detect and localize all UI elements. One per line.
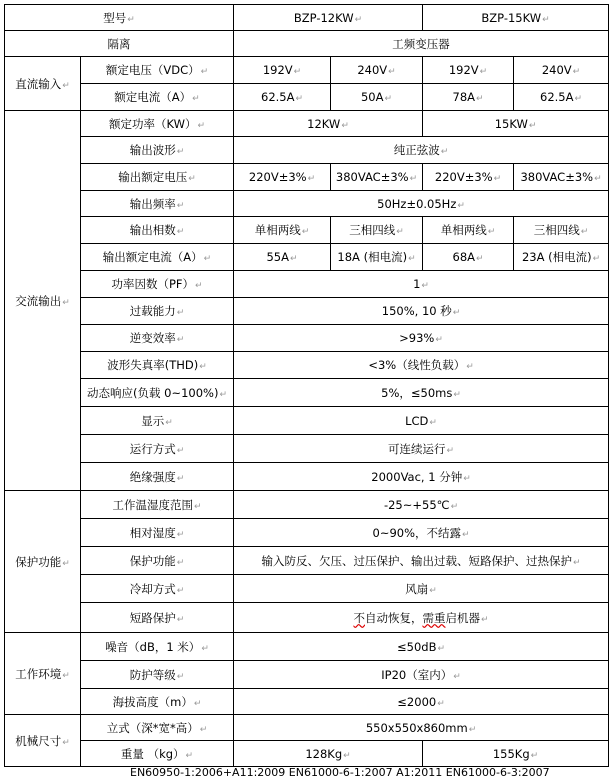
size-row — [5, 715, 609, 741]
functions-label: 保护功能↵ — [81, 547, 234, 575]
overload-row — [5, 298, 609, 325]
dc-current-3: 78A↵ — [423, 84, 514, 111]
out-current-2: 18A (相电流)↵ — [331, 244, 423, 271]
temp-range-row — [5, 491, 609, 519]
out-current-4: 23A (相电流)↵ — [514, 244, 609, 271]
frequency-row — [5, 191, 609, 217]
functions-value: 输入防反、欠压、过压保护、输出过载、短路保护、过热保护↵ — [234, 547, 609, 575]
response-value: 5%，≤50ms↵ — [234, 379, 609, 407]
cooling-row — [5, 575, 609, 603]
isolation-value: 工频变压器 — [234, 31, 609, 57]
dc-current-label: 额定电流（A）↵ — [81, 84, 234, 111]
ip-row — [5, 661, 609, 689]
dc-voltage-4: 240V↵ — [514, 57, 609, 84]
cooling-value: 风扇↵ — [234, 575, 609, 603]
out-current-1: 55A↵ — [234, 244, 331, 271]
noise-label: 噪音（dB，1 米）↵ — [81, 633, 234, 661]
temp-range-value: -25~+55℃↵ — [234, 491, 609, 519]
dc-voltage-1: 192V↵ — [234, 57, 331, 84]
functions-row — [5, 547, 609, 575]
display-value: LCD↵ — [234, 407, 609, 435]
dimensions-group: 机械尺寸↵ — [5, 715, 81, 767]
frequency-label: 输出频率↵ — [81, 191, 234, 217]
ac-output-group: 交流输出↵ — [5, 111, 81, 491]
humidity-label: 相对湿度↵ — [81, 519, 234, 547]
display-label: 显示↵ — [81, 407, 234, 435]
model-label: 型号 — [103, 10, 127, 25]
pf-row — [5, 271, 609, 298]
size-label: 立式（深*宽*高）↵ — [81, 715, 234, 741]
response-row — [5, 379, 609, 407]
ac-power-a: 12KW↵ — [234, 111, 423, 137]
ip-value: IP20（室内）↵ — [234, 661, 609, 689]
dc-voltage-row — [5, 57, 609, 84]
efficiency-value: >93%↵ — [234, 325, 609, 352]
dc-voltage-label: 额定电压（VDC）↵ — [81, 57, 234, 84]
ac-power-label: 额定功率（KW）↵ — [81, 111, 234, 137]
model-label-cell: 型号↵ — [5, 5, 234, 31]
altitude-row — [5, 689, 609, 715]
header-row — [5, 5, 609, 31]
insulation-value: 2000Vac, 1 分钟↵ — [234, 463, 609, 491]
phases-3: 单相两线↵ — [423, 217, 514, 244]
ac-power-row — [5, 111, 609, 137]
dc-current-4: 62.5A↵ — [514, 84, 609, 111]
dc-current-2: 50A↵ — [331, 84, 423, 111]
temp-range-label: 工作温湿度范围↵ — [81, 491, 234, 519]
environment-group: 工作环境↵ — [5, 633, 81, 715]
short-circuit-label: 短路保护↵ — [81, 603, 234, 633]
footer-standards-text: EN60950-1:2006+A11:2009 EN61000-6-1:2007 A1:2011 EN61000-6-3:2007 — [130, 766, 550, 779]
model-b-cell: BZP-15KW↵ — [423, 5, 609, 31]
short-circuit-value: 不自动恢复，需重启机器↵ — [234, 603, 609, 633]
waveform-value: 纯正弦波↵ — [234, 137, 609, 164]
spec-table — [4, 4, 609, 767]
model-b: BZP-15KW — [481, 10, 542, 25]
weight-row — [5, 741, 609, 767]
out-voltage-3: 220V±3%↵ — [423, 164, 514, 191]
noise-value: ≤50dB↵ — [234, 633, 609, 661]
response-label: 动态响应(负载 0~100%)↵ — [81, 379, 234, 407]
altitude-value: ≤2000↵ — [234, 689, 609, 715]
humidity-row — [5, 519, 609, 547]
model-a-cell: BZP-12KW↵ — [234, 5, 423, 31]
short-circuit-row — [5, 603, 609, 633]
weight-a: 128Kg↵ — [234, 741, 423, 767]
phases-4: 三相四线↵ — [514, 217, 609, 244]
thd-row — [5, 352, 609, 379]
size-value: 550x550x860mm↵ — [234, 715, 609, 741]
thd-label: 波形失真率(THD)↵ — [81, 352, 234, 379]
frequency-value: 50Hz±0.05Hz↵ — [234, 191, 609, 217]
phases-label: 输出相数↵ — [81, 217, 234, 244]
out-voltage-4: 380VAC±3%↵ — [514, 164, 609, 191]
efficiency-row — [5, 325, 609, 352]
weight-b: 155Kg↵ — [423, 741, 609, 767]
operation-value: 可连续运行↵ — [234, 435, 609, 463]
operation-label: 运行方式↵ — [81, 435, 234, 463]
dc-current-1: 62.5A↵ — [234, 84, 331, 111]
humidity-value: 0~90%，不结露↵ — [234, 519, 609, 547]
cooling-label: 冷却方式↵ — [81, 575, 234, 603]
isolation-row — [5, 31, 609, 57]
display-row — [5, 407, 609, 435]
out-voltage-row — [5, 164, 609, 191]
overload-value: 150%, 10 秒↵ — [234, 298, 609, 325]
phases-1: 单相两线↵ — [234, 217, 331, 244]
phases-row — [5, 217, 609, 244]
waveform-label: 输出波形↵ — [81, 137, 234, 164]
altitude-label: 海拔高度（m）↵ — [81, 689, 234, 715]
operation-row — [5, 435, 609, 463]
pf-value: 1↵ — [234, 271, 609, 298]
noise-row — [5, 633, 609, 661]
thd-value: <3%（线性负载）↵ — [234, 352, 609, 379]
ac-power-b: 15KW↵ — [423, 111, 609, 137]
overload-label: 过载能力↵ — [81, 298, 234, 325]
out-current-row — [5, 244, 609, 271]
out-current-3: 68A↵ — [423, 244, 514, 271]
protection-group: 保护功能↵ — [5, 491, 81, 633]
dc-voltage-2: 240V↵ — [331, 57, 423, 84]
out-voltage-label: 输出额定电压↵ — [81, 164, 234, 191]
phases-2: 三相四线↵ — [331, 217, 423, 244]
weight-label: 重量 （kg）↵ — [81, 741, 234, 767]
dc-voltage-3: 192V↵ — [423, 57, 514, 84]
out-voltage-2: 380VAC±3%↵ — [331, 164, 423, 191]
out-current-label: 输出额定电流（A）↵ — [81, 244, 234, 271]
pf-label: 功率因数（PF）↵ — [81, 271, 234, 298]
dc-input-group: 直流输入↵ — [5, 57, 81, 111]
efficiency-label: 逆变效率↵ — [81, 325, 234, 352]
dc-current-row — [5, 84, 609, 111]
out-voltage-1: 220V±3%↵ — [234, 164, 331, 191]
insulation-row — [5, 463, 609, 491]
insulation-label: 绝缘强度↵ — [81, 463, 234, 491]
waveform-row — [5, 137, 609, 164]
model-a: BZP-12KW — [293, 10, 354, 25]
isolation-label: 隔离 — [5, 31, 234, 57]
ip-label: 防护等级↵ — [81, 661, 234, 689]
